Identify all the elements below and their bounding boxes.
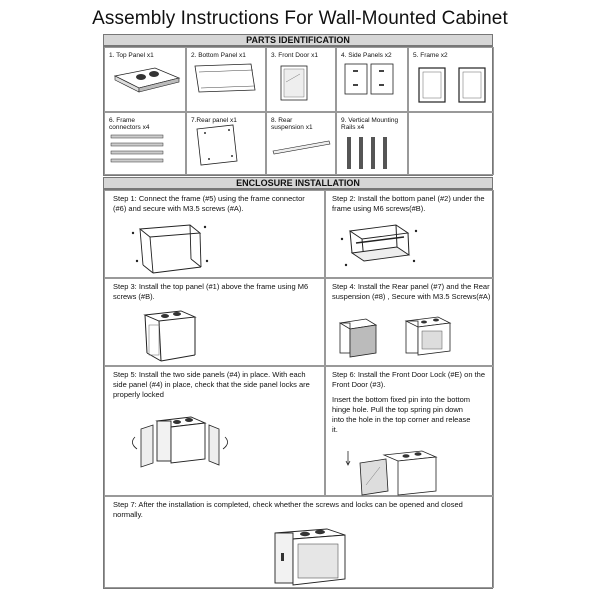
page-title: Assembly Instructions For Wall-Mounted Cabinet <box>92 8 508 29</box>
part-cell-frame <box>408 47 494 112</box>
step-6-door-icon <box>326 367 495 497</box>
install-heading: ENCLOSURE INSTALLATION <box>103 177 493 189</box>
step-2-frame-icon <box>326 191 495 279</box>
top-panel-icon <box>105 48 187 113</box>
step-7-text: Step 7: After the installation is completed, check whether the screws and locks can be opened and closed normally. <box>113 500 463 519</box>
step-1 <box>104 190 325 278</box>
step-2-text: Step 2: Install the bottom panel (#2) under the frame using M6 screws(#B). <box>332 194 485 213</box>
part-cell-rear-suspension <box>266 112 336 175</box>
step-7-cabinet-icon <box>105 497 495 589</box>
part-cell-front-door <box>266 47 336 112</box>
step-3-cabinet-icon <box>105 279 326 367</box>
frame-connectors-icon <box>105 113 187 176</box>
part-label: 4. Side Panels x2 <box>341 52 392 59</box>
part-cell-rear-panel <box>186 112 266 175</box>
part-cell-frame-connectors <box>104 112 186 175</box>
part-label: 8. Rear suspension x1 <box>271 117 313 131</box>
side-panels-icon <box>337 48 409 113</box>
step-5-text: Step 5: Install the two side panels (#4) in place. With each side panel (#4) in place, check that the side panel locks are properly locked <box>113 370 310 399</box>
part-label: 6. Frame connectors x4 <box>109 117 150 131</box>
part-label: 5. Frame x2 <box>413 52 448 59</box>
step-2 <box>325 190 494 278</box>
rear-suspension-icon <box>267 113 337 176</box>
step-6-text: Step 6: Install the Front Door Lock (#E) on the Front Door (#3). <box>332 370 485 389</box>
parts-grid <box>103 46 493 176</box>
bottom-panel-icon <box>187 48 267 113</box>
part-cell-bottom-panel <box>186 47 266 112</box>
mounting-rails-icon <box>337 113 409 176</box>
part-label: 9. Vertical Mounting Rails x4 <box>341 117 399 131</box>
front-door-icon <box>267 48 337 113</box>
part-label: 2. Bottom Panel x1 <box>191 52 246 59</box>
step-1-frame-icon <box>105 191 326 279</box>
step-3 <box>104 278 325 366</box>
step-5-cabinet-icon <box>105 367 326 497</box>
part-label: 7.Rear panel x1 <box>191 117 237 124</box>
step-1-text: Step 1: Connect the frame (#5) using the frame connector (#6) and secure with M3.5 screws (#A). <box>113 194 305 213</box>
step-4-text: Step 4: Install the Rear panel (#7) and the Rear suspension (#8) , Secure with M3.5 Screws(#A) <box>332 282 491 301</box>
part-cell-side-panels <box>336 47 408 112</box>
step-4-cabinet-icon <box>326 279 495 367</box>
step-6 <box>325 366 494 496</box>
parts-heading: PARTS IDENTIFICATION <box>103 34 493 46</box>
part-cell-top-panel <box>104 47 186 112</box>
frame-icon <box>409 48 495 113</box>
step-3-text: Step 3: Install the top panel (#1) above the frame using M6 screws (#B). <box>113 282 309 301</box>
step-5 <box>104 366 325 496</box>
part-label: 3. Front Door x1 <box>271 52 318 59</box>
step-6-text-2: Insert the bottom fixed pin into the bottom hinge hole. Pull the top spring pin down into the hole in the top corner and release it. <box>332 395 471 434</box>
part-label: 1. Top Panel x1 <box>109 52 154 59</box>
rear-panel-icon <box>187 113 267 176</box>
step-7 <box>104 496 494 588</box>
step-4 <box>325 278 494 366</box>
part-cell-mounting-rails <box>336 112 408 175</box>
part-cell-empty <box>408 112 494 175</box>
install-grid <box>103 189 493 589</box>
